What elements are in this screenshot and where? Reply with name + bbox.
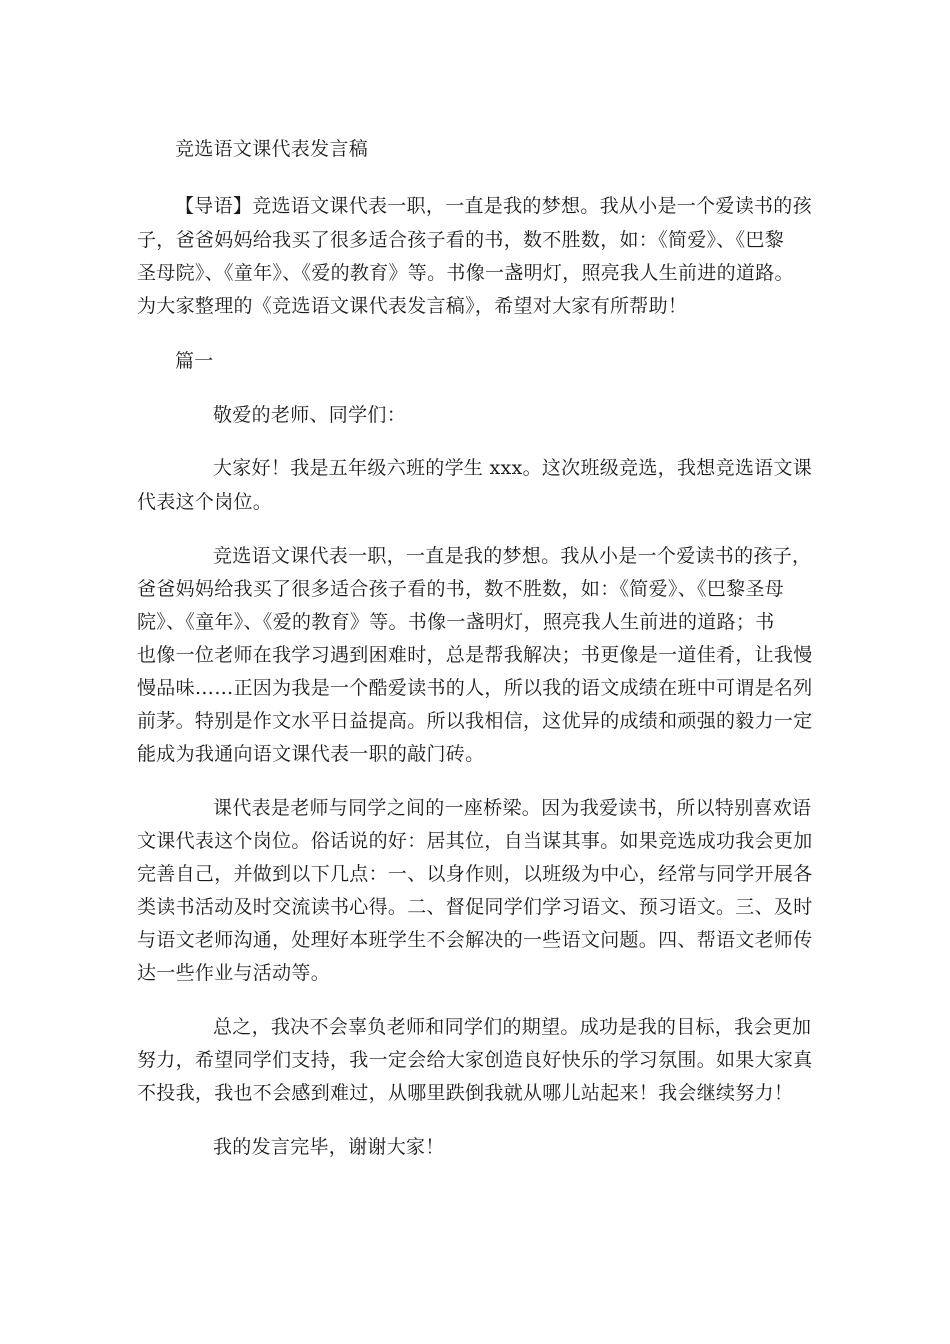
intro-line: 圣母院》、《童年》、《爱的教育》等。书像一盏明灯，照亮我人生前进的道路。 <box>137 262 794 284</box>
paragraph-line: 达一些作业与活动等。 <box>137 962 331 984</box>
intro-line: 子，爸爸妈妈给我买了很多适合孩子看的书，数不胜数，如：《简爱》、《巴黎 <box>137 229 785 251</box>
paragraph-line: 大家好！我是五年级六班的学生 xxx。这次班级竞选，我想竞选语文课 <box>213 457 813 479</box>
salutation: 敬爱的老师、同学们： <box>213 404 407 426</box>
paragraph-line: 代表这个岗位。 <box>137 491 273 513</box>
paragraph-line: 也像一位老师在我学习遇到困难时，总是帮我解决；书更像是一道佳肴，让我慢 <box>137 644 813 666</box>
paragraph-line: 竞选语文课代表一职，一直是我的梦想。我从小是一个爱读书的孩子， <box>213 545 812 567</box>
paragraph-line: 努力，希望同学们支持，我一定会给大家创造良好快乐的学习氛围。如果大家真 <box>137 1049 813 1071</box>
paragraph-line: 不投我，我也不会感到难过，从哪里跌倒我就从哪儿站起来！我会继续努力！ <box>137 1082 794 1104</box>
paragraph-line: 与语文老师沟通，处理好本班学生不会解决的一些语文问题。四、帮语文老师传 <box>137 929 813 951</box>
intro-line: 【导语】竞选语文课代表一职，一直是我的梦想。我从小是一个爱读书的孩 <box>175 195 812 217</box>
closing-line: 我的发言完毕，谢谢大家！ <box>213 1136 445 1158</box>
paragraph-line: 完善自己，并做到以下几点：一、以身作则，以班级为中心，经常与同学开展各 <box>137 863 813 885</box>
paragraph-line: 爸爸妈妈给我买了很多适合孩子看的书，数不胜数，如：《简爱》、《巴黎圣母 <box>137 578 785 600</box>
paragraph-line: 文课代表这个岗位。俗话说的好：居其位，自当谋其事。如果竞选成功我会更加 <box>137 830 813 852</box>
paragraph-line: 院》、《童年》、《爱的教育》等。书像一盏明灯，照亮我人生前进的道路；书 <box>137 611 775 633</box>
paragraph-line: 总之，我决不会辜负老师和同学们的期望。成功是我的目标，我会更加 <box>213 1016 812 1038</box>
intro-line: 为大家整理的《竞选语文课代表发言稿》，希望对大家有所帮助！ <box>137 295 688 317</box>
paragraph-line: 慢品味……正因为我是一个酷爱读书的人，所以我的语文成绩在班中可谓是名列 <box>137 677 813 699</box>
paragraph-line: 课代表是老师与同学之间的一座桥梁。因为我爱读书，所以特别喜欢语 <box>213 797 812 819</box>
paragraph-line: 前茅。特别是作文水平日益提高。所以我相信，这优异的成绩和顽强的毅力一定 <box>137 710 813 732</box>
paragraph-line: 能成为我通向语文课代表一职的敲门砖。 <box>137 743 485 765</box>
section-heading: 篇一 <box>175 350 214 372</box>
document-title: 竞选语文课代表发言稿 <box>175 138 369 160</box>
paragraph-line: 类读书活动及时交流读书心得。二、督促同学们学习语文、预习语文。三、及时 <box>137 896 813 918</box>
